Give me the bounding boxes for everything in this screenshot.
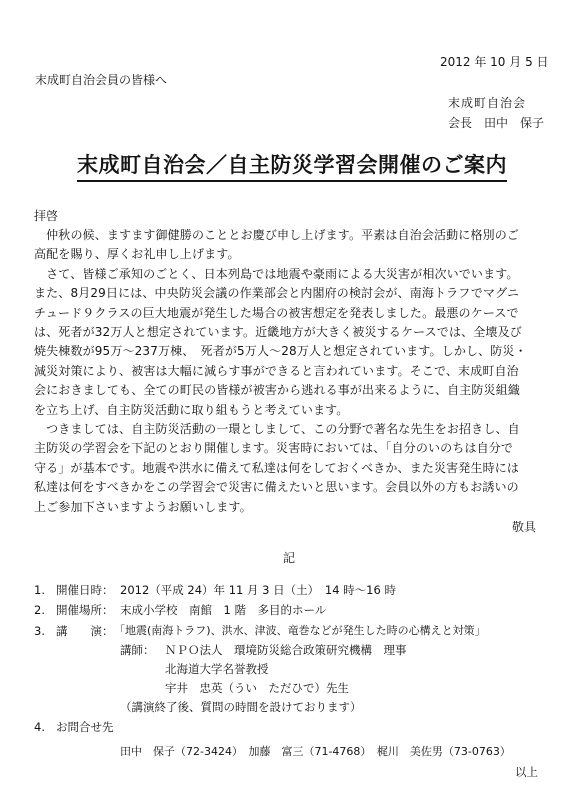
body-line: さて、皆様ご承知のごとく、日本列島では地震や豪雨による大災害が相次いでいます。 — [34, 266, 519, 281]
item-label: 開催場所： — [56, 603, 114, 617]
end-word: 以上 — [515, 765, 538, 779]
body-line: 減災対策により、被害は大幅に減らす事ができると言われています。そこで、末成町自治 — [34, 363, 519, 378]
item-value: 2012（平成 24）年 11 月 3 日（土） 14 時〜16 時 — [120, 583, 396, 597]
body-line: チュード９クラスの巨大地震が発生した場合の被害想定を発表しました。最悪のケースで — [34, 305, 519, 320]
lecturer-line: 宇井 忠英（うい ただひで）先生 — [165, 681, 349, 695]
contact-label: お問合せ先 — [56, 720, 114, 734]
item-value: 「地震(南海トラフ)、洪水、津波、竜巻などが発生した時の心構えと対策」 — [114, 624, 486, 637]
item-number: 2. — [34, 603, 45, 617]
page-title: 末成町自治会／自主防災学習会開催のご案内 — [77, 151, 507, 182]
body-line: 主防災の学習会を下記のとおり開催します。災害時においては、「自分のいのちは自分で — [34, 441, 514, 456]
item-label: 講 演： — [56, 624, 114, 638]
item-number: 1. — [34, 583, 45, 597]
body-line: 守る」が基本です。地震や洪水に備えて私達は何をしておくべきか、また災害発生時には — [34, 460, 520, 475]
lecturer-label: 講師： — [120, 643, 155, 657]
body-line: 私達は何をすべきかをこの学習会で災害に備えたいと思います。会員以外の方もお誘いの — [34, 480, 519, 495]
document-date: 2012 年 10 月 5 日 — [440, 55, 549, 69]
body-line: つきましては、自主防災活動の一環としまして、この分野で著名な先生をお招きし、自 — [34, 422, 520, 437]
item-number: 3. — [34, 624, 45, 638]
body-line: 焼失棟数が95万〜237万棟、 死者が5万人〜28万人と想定されています。しかし、防災・ — [34, 344, 527, 359]
opening-salutation: 拝啓 — [34, 209, 59, 223]
recipient-line: 末成町自治会員の皆様へ — [35, 73, 168, 87]
ki-heading: 記 — [283, 551, 296, 565]
item-number: 4. — [34, 720, 45, 734]
contact-people: 田中 保子（72-3424） 加藤 富三（71-4768） 梶川 美佐男（73-0763） — [120, 745, 511, 758]
body-line: を立ち上げ、自主防災活動に取り組もうと考えています。 — [34, 402, 349, 417]
body-line: 高配を賜り、厚くお礼申し上げます。 — [34, 247, 240, 262]
body-line: 上ご参加下さいますようお願いします。 — [34, 499, 252, 514]
lecturer-line: ＮＰＯ法人 環境防災総合政策研究機構 理事 — [165, 643, 407, 657]
closing-word: 敬具 — [512, 520, 537, 534]
sender-organization: 末成町自治会 — [448, 96, 527, 110]
body-line: 会におきましても、全ての町民の皆様が被害から逃れる事が出来るように、自主防災組織 — [34, 383, 521, 398]
item-value: 末成小学校 南館 1 階 多目的ホール — [120, 603, 327, 617]
body-line: また、8月29日には、中央防災会議の作業部会と内閣府の検討会が、南海トラフでマグニ — [34, 286, 520, 301]
body-line: は、死者が32万人と想定されています。近畿地方が大きく被災するケースでは、全壊及び — [34, 325, 522, 340]
item-label: 開催日時： — [56, 583, 114, 597]
lecture-note: （講演終了後、質問の時間を設けております） — [120, 700, 362, 714]
lecturer-line: 北海道大学名誉教授 — [165, 662, 269, 676]
body-line: 仲秋の候、ますます御健勝のこととお慶び申し上げます。平素は自治会活動に格別のご — [34, 228, 520, 242]
body-letter — [34, 226, 546, 517]
sender-person: 会長 田中 保子 — [448, 116, 545, 130]
